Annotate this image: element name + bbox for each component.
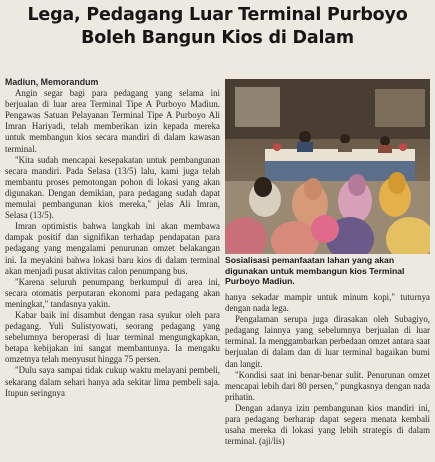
- body-paragraph: "Kita sudah mencapai kesepakatan untuk pembangunan secara mandiri. Pada Selasa (13/5) lalu, kami juga telah membantu proses pemotongan pohon di lokasi yang akan digunakan. Dengan demikian, para pedagang sudah dapat memulai pembangunan kios mereka," jelas Ali Imran, Selasa (13/5).: [5, 154, 220, 221]
- headline-line-1: Lega, Pedagang Luar Terminal Purboyo: [27, 5, 408, 25]
- final-paragraph-text: Dengan adanya izin pembangunan kios mandiri ini, para pedagang berharap dapat segera menata kembali usaha mereka di lokasi yang lebih strategis di dalam terminal.: [225, 402, 430, 447]
- body-paragraph: Angin segar bagi para pedagang yang selama ini berjualan di luar area Terminal Tipe A Purboyo Madiun. Pengawas Satuan Pelayanan Terminal Tipe A Purboyo Ali Imran Hariyadi, telah memberikan izin kepada mereka untuk membangun kios secara mandiri di dalam kawasan terminal.: [5, 88, 220, 154]
- article-headline: [6, 4, 429, 50]
- meeting-photo-image: [225, 79, 430, 254]
- dateline: Madiun, Memorandum: [5, 77, 99, 87]
- author-credit: (aji/lis): [259, 436, 285, 447]
- article-column-right: [225, 292, 430, 460]
- body-paragraph: Imran optimistis bahwa langkah ini akan membawa dampak positif dan signifikan terhadap pendapatan para pedagang yang mengalami penurunan omzet belakangan ini. Ia meyakini bahwa lokasi baru kios di dalam terminal akan menjadi pusat aktivitas calon penumpang bus.: [5, 221, 220, 276]
- body-paragraph: "Kondisi saat ini benar-benar sulit. Penurunan omzet mencapai lebih dari 80 persen," pungkasnya dengan nada prihatin.: [225, 369, 430, 402]
- body-paragraph: Pengalaman serupa juga dirasakan oleh Subagiyo, pedagang lainnya yang sebelumnya berjualan di luar terminal. Ia menggambarkan perbedaan omzet antara saat berjualan di dalam dan di luar terminal bagaikan bumi dan langit.: [225, 314, 430, 369]
- article-column-left: [5, 77, 220, 461]
- photo-caption: Sosialisasi pemanfaatan lahan yang akan digunakan untuk membangun kios Terminal Purboyo Madiun.: [225, 255, 405, 287]
- body-paragraph: Kabar baik ini disambut dengan rasa syukur oleh para pedagang. Yuli Sulistyowati, seorang pedagang yang sebelumnya beroperasi di luar terminal mengungkapkan, betapa kebijakan ini sangat membantunya. Ia mengaku omzetnya telah menyusut hingga 75 persen.: [5, 309, 220, 365]
- news-photo: [225, 79, 430, 254]
- body-continuation: hanya sekadar mampir untuk minum kopi," tuturnya dengan nada lega.: [225, 292, 430, 314]
- body-paragraph: "Karena seluruh penumpang berkumpul di area ini, secara otomatis perputaran ekonomi para pedagang akan meningkat," tandasnya yakin.: [5, 276, 220, 309]
- body-paragraph: "Dulu saya sampai tidak cukup waktu melayani pembeli, sekarang dalam sehari hanya ada sekitar lima pembeli saja. Itupun seringnya: [5, 365, 220, 398]
- headline-line-2: Boleh Bangun Kios di Dalam: [81, 28, 354, 48]
- body-paragraph: [225, 403, 430, 447]
